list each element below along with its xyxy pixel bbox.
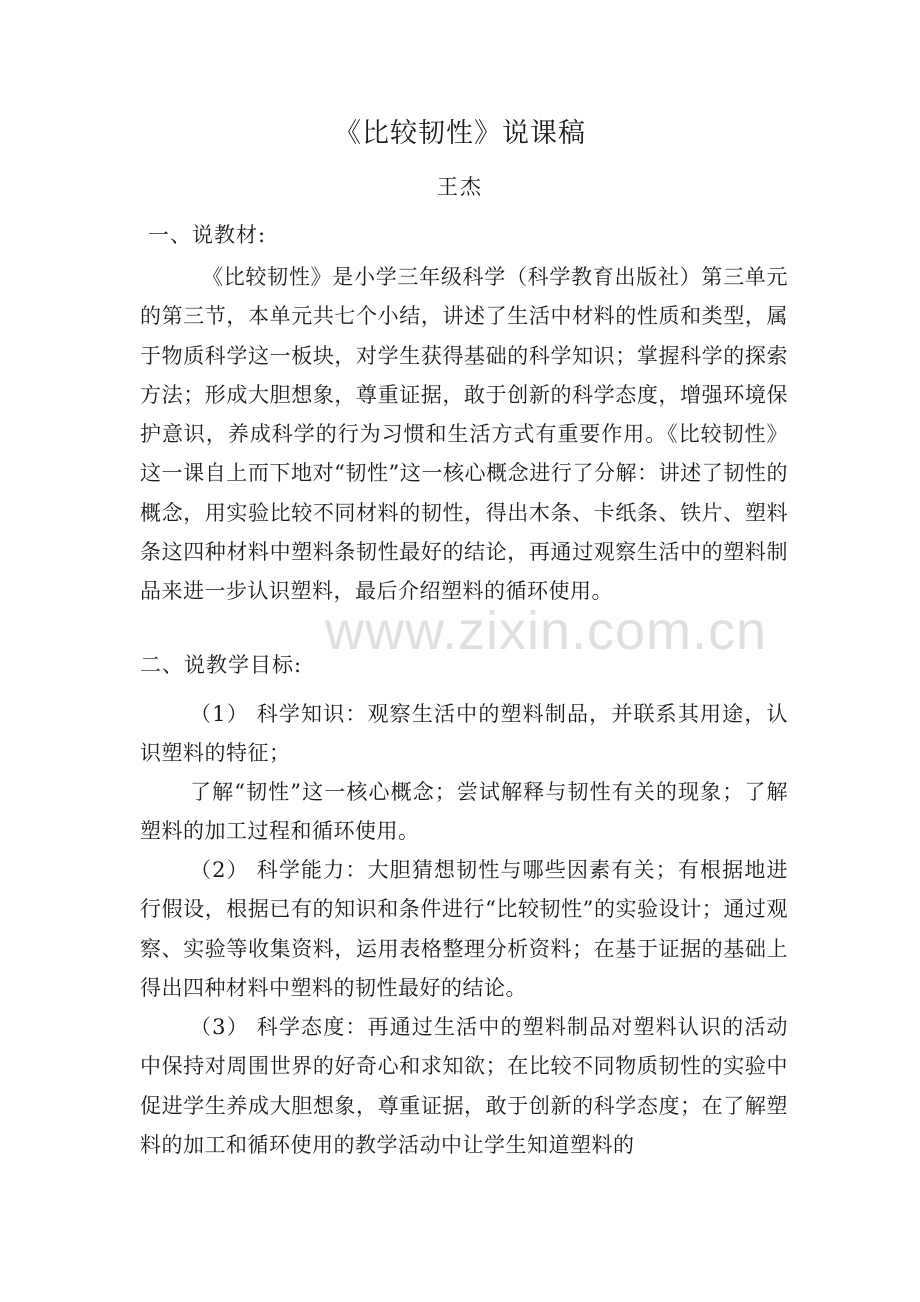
textbook-paragraph: 《比较韧性》是小学三年级科学（科学教育出版社）第三单元的第三节，本单元共七个小结，讲述了生活中材料的性质和类型，属于物质科学这一板块，对学生获得基础的科学知识；掌握科学的探索方法；形成大胆想象，尊重证据，敢于创新的科学态度，增强环境保护意识，养成科学的行为习惯和生活方式有重要作用。《比较韧性》这一课自上而下地对“韧性”这一核心概念进行了分解：讲述了韧性的概念，用实验比较不同材料的韧性，得出木条、卡纸条、铁片、塑料条这四种材料中塑料条韧性最好的结论，再通过观察生活中的塑料制品来进一步认识塑料，最后介绍塑料的循环使用。 [140,265,788,604]
section-heading-textbook: 一、说教材: [148,223,267,247]
site-watermark: www.zixin.com.cn [325,601,768,661]
objective-knowledge: （1） 科学知识：观察生活中的塑料制品，并联系其用途，认识塑料的特征； [140,702,788,766]
section-heading-objectives: 二、说教学目标: [140,653,303,677]
author-name: 王杰 [437,175,483,199]
objective-ability: （2） 科学能力：大胆猜想韧性与哪些因素有关；有根据地进行假设，根据已有的知识和条件进行“比较韧性”的实验设计；通过观察、实验等收集资料，运用表格整理分析资料；在基于证据的基础上得出四种材料中塑料的韧性最好的结论。 [140,858,788,1000]
objective-knowledge-continued: 了解“韧性”这一核心概念；尝试解释与韧性有关的现象；了解塑料的加工过程和循环使用。 [140,780,788,844]
objective-attitude: （3） 科学态度：再通过生活中的塑料制品对塑料认识的活动中保持对周围世界的好奇心和求知欲；在比较不同物质韧性的实验中促进学生养成大胆想象，尊重证据，敢于创新的科学态度；在了解塑料的加工和循环使用的教学活动中让学生知道塑料的 [140,1015,788,1157]
document-title: 《比较韧性》说课稿 [334,118,586,149]
